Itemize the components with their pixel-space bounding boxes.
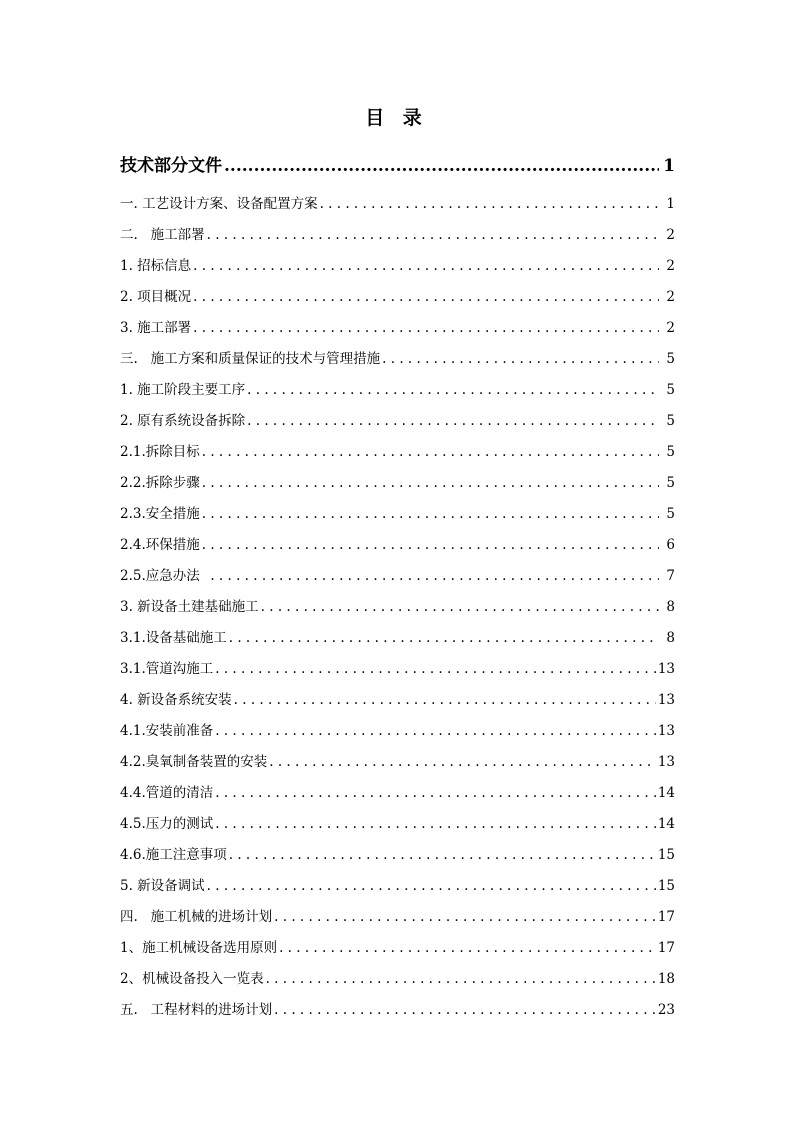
toc-entry-text: 四. 施工机械的进场计划 (120, 909, 273, 925)
toc-entry[interactable] (120, 412, 675, 430)
toc-entry-text: 2.4.环保措施 (120, 537, 200, 553)
toc-entry[interactable] (120, 908, 675, 926)
toc-page-number: 2 (666, 320, 675, 336)
toc-entry-text: 4.4.管道的清洁 (120, 785, 214, 801)
toc-entry[interactable] (120, 381, 675, 399)
toc-page-number: 5 (666, 475, 675, 491)
toc-entry[interactable] (120, 660, 675, 678)
toc-dot-leader (279, 939, 656, 957)
toc-entry[interactable] (120, 443, 675, 461)
toc-dot-leader (261, 598, 659, 616)
toc-page-number: 5 (666, 506, 675, 522)
toc-page-number: 13 (657, 692, 675, 708)
toc-page-number: 5 (666, 413, 675, 429)
toc-entry[interactable] (120, 155, 675, 177)
toc-page-number: 8 (666, 599, 675, 615)
toc-entry[interactable] (120, 598, 675, 616)
toc-entry[interactable] (120, 288, 675, 306)
toc-entry-text: 2.2.拆除步骤 (120, 475, 200, 491)
toc-page-number: 7 (666, 568, 675, 584)
toc-dot-leader (207, 226, 659, 244)
toc-entry[interactable] (120, 257, 675, 275)
toc-dot-leader (210, 567, 659, 585)
toc-dot-leader (274, 908, 656, 926)
toc-dot-leader (266, 970, 656, 988)
toc-entry[interactable] (120, 753, 675, 771)
toc-dot-leader (215, 660, 656, 678)
toc-dot-leader (229, 846, 656, 864)
toc-page-number: 13 (657, 661, 675, 677)
toc-entry-text: 3. 施工部署 (120, 320, 192, 336)
toc-entry-text: 技术部分文件 (120, 156, 222, 176)
toc-entry-text: 4.6.施工注意事项 (120, 847, 227, 863)
toc-entry[interactable] (120, 567, 675, 585)
toc-page-number: 13 (657, 723, 675, 739)
toc-entry[interactable] (120, 970, 675, 988)
toc-entry[interactable] (120, 1001, 675, 1019)
toc-page-number: 5 (666, 444, 675, 460)
toc-entry-text: 1. 招标信息 (120, 258, 192, 274)
toc-page-number: 6 (666, 537, 675, 553)
toc-page-number: 17 (657, 940, 675, 956)
toc-entry-text: 4.1.安装前准备 (120, 723, 214, 739)
toc-dot-leader (247, 412, 659, 430)
toc-page-number: 23 (657, 1002, 675, 1018)
toc-dot-leader (193, 319, 659, 337)
toc-dot-leader (229, 629, 659, 647)
toc-dot-leader (193, 257, 659, 275)
toc-entry[interactable] (120, 722, 675, 740)
toc-entry-text: 1. 施工阶段主要工序 (120, 382, 246, 398)
toc-page-number: 2 (666, 258, 675, 274)
toc-entry-text: 2.1.拆除目标 (120, 444, 200, 460)
toc-dot-leader (202, 536, 659, 554)
toc-entry[interactable] (120, 536, 675, 554)
toc-dot-leader (215, 784, 656, 802)
toc-page-number: 15 (657, 878, 675, 894)
toc-dot-leader (215, 722, 656, 740)
toc-entry[interactable] (120, 691, 675, 709)
toc-page-number: 5 (666, 351, 675, 367)
toc-page-number: 15 (657, 847, 675, 863)
toc-entry-text: 1、施工机械设备选用原则 (120, 940, 278, 956)
toc-dot-leader (215, 815, 656, 833)
toc-entry-text: 三. 施工方案和质量保证的技术与管理措施 (120, 351, 381, 367)
toc-entry-text: 2.3.安全措施 (120, 506, 200, 522)
toc-dot-leader (224, 155, 659, 177)
toc-entry[interactable] (120, 474, 675, 492)
toc-entry[interactable] (120, 877, 675, 895)
toc-page-number: 1 (666, 196, 675, 212)
toc-entry-text: 2. 原有系统设备拆除 (120, 413, 246, 429)
toc-page-number: 18 (657, 971, 675, 987)
toc-entry-text: 五. 工程材料的进场计划 (120, 1002, 273, 1018)
toc-entry[interactable] (120, 939, 675, 957)
toc-entry-text: 2. 项目概况 (120, 289, 192, 305)
toc-entry[interactable] (120, 226, 675, 244)
toc-entry[interactable] (120, 319, 675, 337)
toc-entry-text: 2、机械设备投入一览表 (120, 971, 264, 987)
toc-entry[interactable] (120, 846, 675, 864)
toc-entry[interactable] (120, 505, 675, 523)
toc-title: 目 录 (365, 107, 428, 129)
toc-entry-text: 4.5.压力的测试 (120, 816, 214, 832)
toc-entry-text: 一. 工艺设计方案、设备配置方案 (120, 196, 318, 212)
toc-entry[interactable] (120, 350, 675, 368)
toc-page-number: 2 (666, 227, 675, 243)
toc-entry[interactable] (120, 195, 675, 213)
toc-dot-leader (193, 288, 659, 306)
toc-page-number: 5 (666, 382, 675, 398)
toc-page-number: 13 (657, 754, 675, 770)
toc-dot-leader (207, 877, 656, 895)
toc-entry[interactable] (120, 815, 675, 833)
toc-dot-leader (382, 350, 659, 368)
toc-dot-leader (202, 443, 659, 461)
toc-dot-leader (320, 195, 659, 213)
toc-entry-text: 3. 新设备土建基础施工 (120, 599, 259, 615)
toc-entry-text: 4. 新设备系统安装 (120, 692, 232, 708)
toc-entry[interactable] (120, 629, 675, 647)
toc-page-number: 8 (666, 630, 675, 646)
toc-entry-text: 3.1.管道沟施工 (120, 661, 214, 677)
toc-dot-leader (202, 505, 659, 523)
toc-entry-text: 3.1.设备基础施工 (120, 630, 227, 646)
toc-page-number: 17 (657, 909, 675, 925)
toc-entry-text: 2.5.应急办法 (120, 568, 209, 584)
toc-page-number: 14 (657, 816, 675, 832)
toc-entry-text: 5. 新设备调试 (120, 878, 205, 894)
toc-dot-leader (202, 474, 659, 492)
toc-page-number: 1 (663, 156, 675, 176)
toc-entry-text: 4.2.臭氧制备装置的安装 (120, 754, 268, 770)
toc-dot-leader (234, 691, 656, 709)
toc-page-number: 2 (666, 289, 675, 305)
toc-dot-leader (269, 753, 656, 771)
toc-page-number: 14 (657, 785, 675, 801)
toc-dot-leader (274, 1001, 656, 1019)
toc-dot-leader (247, 381, 659, 399)
toc-entry[interactable] (120, 784, 675, 802)
toc-entry-text: 二. 施工部署 (120, 227, 205, 243)
